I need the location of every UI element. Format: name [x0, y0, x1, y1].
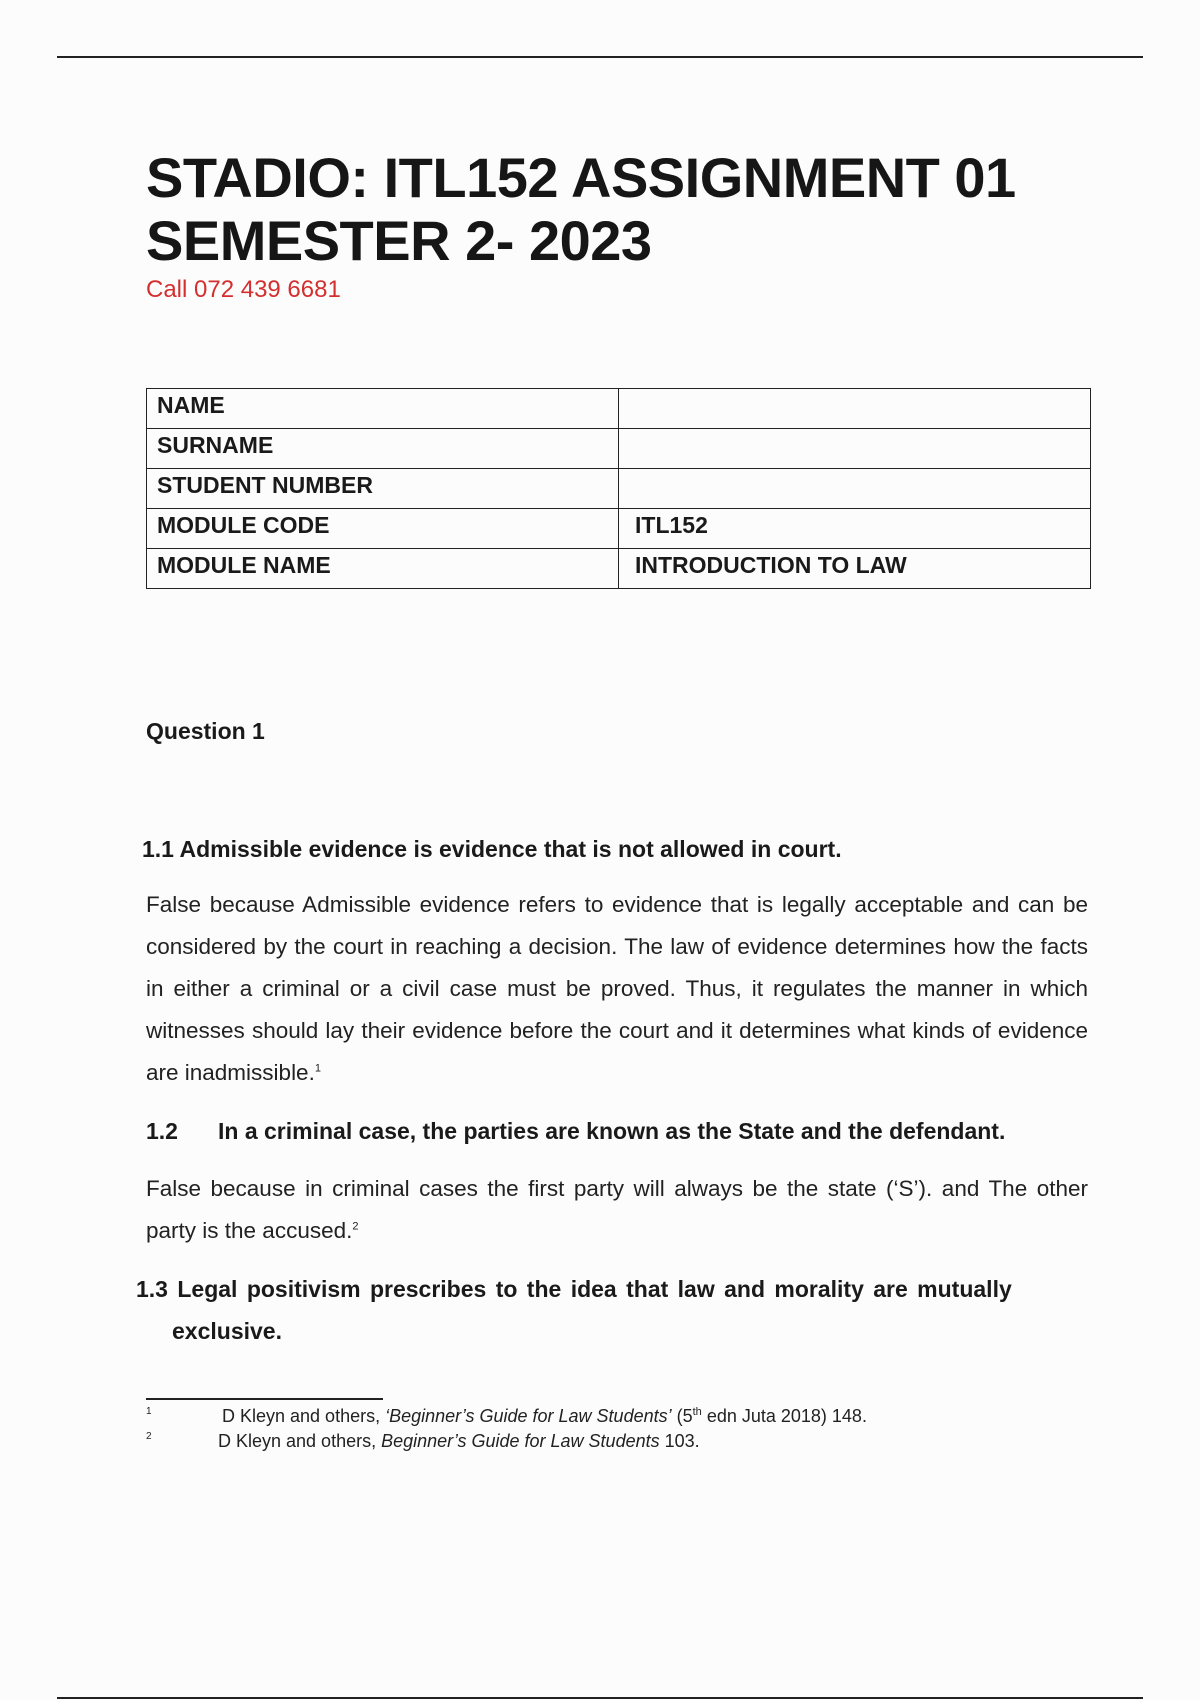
footnote-2-text: [218, 1431, 700, 1451]
answer-1-1-text: False because Admissible evidence refers to evidence that is legally acceptable and can be considered by the court in reaching a decision. The law of evidence determines how the facts in either a criminal or a civil case must be proved. Thus, it regulates the manner in which witnesses should lay their evidence before the court and it determines what kinds of evidence are inadmissible.: [146, 892, 1088, 1085]
module-code-label: MODULE CODE: [147, 509, 619, 549]
title-line-1: STADIO: ITL152 ASSIGNMENT 01: [146, 146, 1016, 209]
footnote-1-marker: 1: [146, 1406, 152, 1417]
question-1-2-title: [146, 1110, 1005, 1152]
question-1-2-answer: [146, 1168, 1088, 1252]
question-heading: Question 1: [146, 718, 265, 744]
footnote-ref-2: 2: [352, 1220, 359, 1233]
surname-value: [619, 429, 1091, 469]
question-1-3-line-1: 1.3 Legal positivism prescribes to the idea that law and morality are mutually: [136, 1276, 1012, 1302]
footnote-2-marker: 2: [146, 1431, 152, 1442]
footnote-separator: [146, 1398, 383, 1400]
student-info-table: [146, 388, 1091, 589]
top-rule: [57, 56, 1143, 58]
table-row-module-name: [147, 549, 1091, 589]
question-1-3-title: [136, 1268, 1088, 1352]
name-label: NAME: [147, 389, 619, 429]
footnote-2-work: Beginner’s Guide for Law Students: [381, 1431, 660, 1451]
answer-1-2-text: False because in criminal cases the first party will always be the state (‘S’). and The other party is the accused.: [146, 1176, 1088, 1243]
surname-label: SURNAME: [147, 429, 619, 469]
question-1-3-line-2: exclusive.: [172, 1318, 282, 1344]
table-row-surname: [147, 429, 1091, 469]
footnote-1-edition-post: edn Juta 2018) 148.: [701, 1406, 867, 1426]
student-number-label: STUDENT NUMBER: [147, 469, 619, 509]
bottom-rule: [57, 1697, 1143, 1699]
footnote-2-rest: 103.: [659, 1431, 700, 1451]
name-value: [619, 389, 1091, 429]
footnote-1-text: [222, 1406, 867, 1426]
module-name-label: MODULE NAME: [147, 549, 619, 589]
question-1-2-number: 1.2: [146, 1118, 178, 1144]
footnote-1-work: ‘Beginner’s Guide for Law Students’: [385, 1406, 672, 1426]
footnote-ref-1: 1: [314, 1062, 321, 1075]
footnote-1-edition-pre: (5: [671, 1406, 693, 1426]
student-number-value: [619, 469, 1091, 509]
title-line-2: SEMESTER 2- 2023: [146, 209, 652, 272]
question-1-1-answer: [146, 884, 1088, 1094]
footnote-1: [146, 1405, 867, 1427]
document-title: [146, 146, 1016, 272]
module-code-value: ITL152: [619, 509, 1091, 549]
question-1-2-text: In a criminal case, the parties are known as the State and the defendant.: [218, 1118, 1006, 1144]
footnote-2-author: D Kleyn and others,: [218, 1431, 382, 1451]
table-row-student-number: [147, 469, 1091, 509]
table-row-module-code: [147, 509, 1091, 549]
footnote-2: [146, 1430, 700, 1452]
footnote-1-author: D Kleyn and others,: [222, 1406, 386, 1426]
footnote-1-edition-sup: th: [692, 1406, 702, 1418]
question-1-1-title: 1.1 Admissible evidence is evidence that is not allowed in court.: [142, 836, 842, 862]
table-row-name: [147, 389, 1091, 429]
module-name-value: INTRODUCTION TO LAW: [619, 549, 1091, 589]
contact-phone: Call 072 439 6681: [146, 276, 341, 303]
